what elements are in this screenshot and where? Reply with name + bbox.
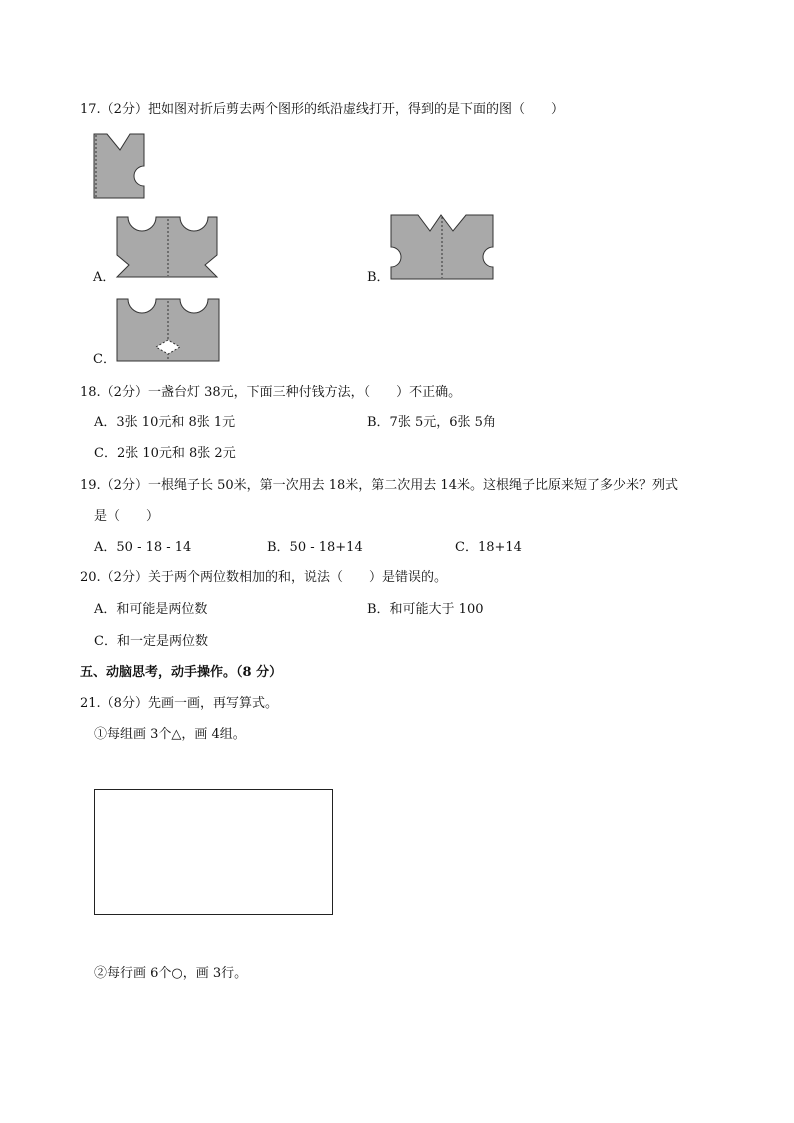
q17-option-a-figure[interactable] (117, 217, 219, 279)
q21-stem: 21.（8分）先画一画，再写算式。 (80, 696, 278, 711)
section-heading: 五、动脑思考，动手操作。（8 分） (80, 665, 283, 680)
folded-paper-figure (94, 134, 146, 200)
q20-option-a[interactable]: A．和可能是两位数 (94, 602, 208, 617)
q20-option-c[interactable]: C．和一定是两位数 (94, 634, 208, 649)
q17-option-b-label[interactable]: B． (367, 270, 390, 285)
q18-option-c[interactable]: C．2张 10元和 8张 2元 (94, 446, 236, 461)
q19-option-b[interactable]: B．50 - 18+14 (267, 540, 363, 555)
q19-option-a[interactable]: A．50 - 18 - 14 (94, 540, 192, 555)
q21-part2: ②每行画 6个○，画 3行。 (94, 966, 248, 981)
q20-option-b[interactable]: B．和可能大于 100 (367, 602, 484, 617)
q18-option-a[interactable]: A．3张 10元和 8张 1元 (94, 415, 236, 430)
q19-stem-line1: 19.（2分）一根绳子长 50米，第一次用去 18米，第二次用去 14米。这根绳子比原来短了多少米？列式 (80, 478, 678, 493)
q17-option-c-label[interactable]: C． (93, 352, 116, 367)
q17-option-c-figure[interactable] (117, 299, 221, 363)
drawing-answer-box[interactable] (94, 789, 333, 915)
q17-stem: 17.（2分）把如图对折后剪去两个图形的纸沿虚线打开，得到的是下面的图（ ） (80, 102, 564, 117)
q19-stem-line2: 是（ ） (94, 509, 160, 524)
q21-part1: ①每组画 3个△，画 4组。 (94, 727, 246, 742)
q17-option-b-figure[interactable] (391, 215, 495, 281)
q18-option-b[interactable]: B．7张 5元，6张 5角 (367, 415, 496, 430)
q17-option-a-label[interactable]: A． (93, 270, 116, 285)
q19-option-c[interactable]: C．18+14 (455, 540, 522, 555)
q20-stem: 20.（2分）关于两个两位数相加的和，说法（ ）是错误的。 (80, 570, 447, 585)
q18-stem: 18.（2分）一盏台灯 38元，下面三种付钱方法，（ ）不正确。 (80, 385, 462, 400)
